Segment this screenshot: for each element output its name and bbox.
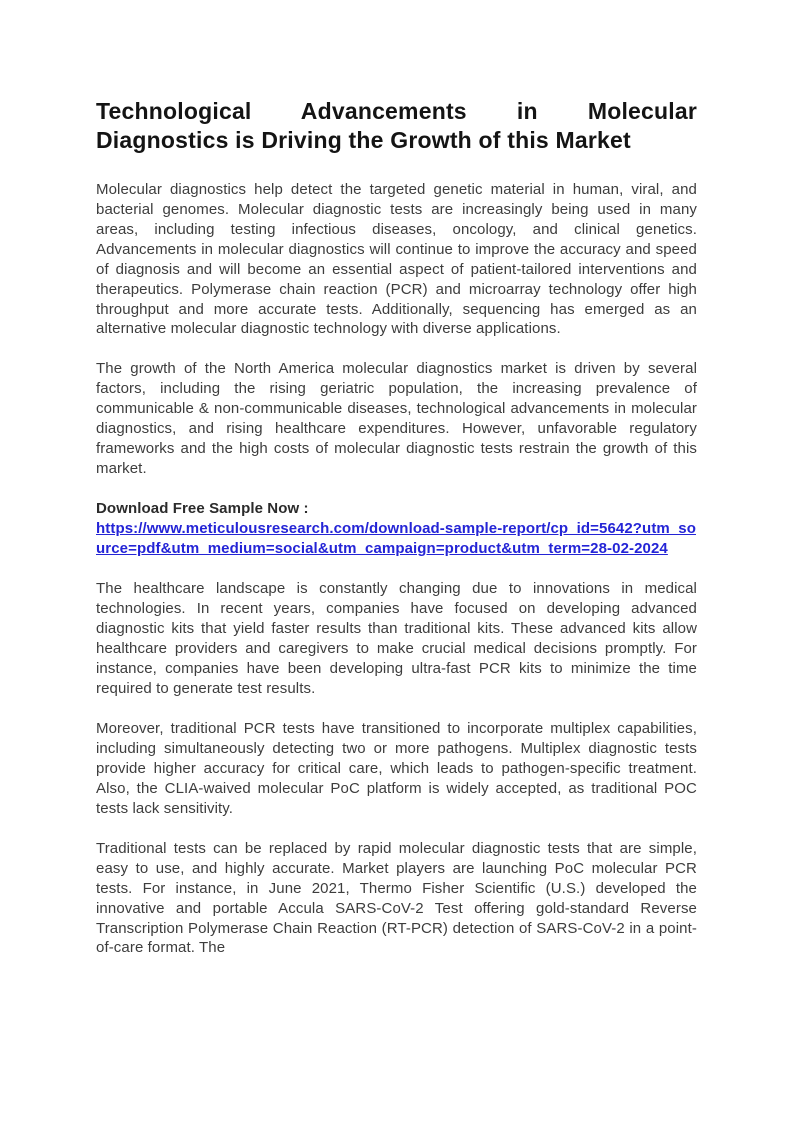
paragraph-intro: Molecular diagnostics help detect the targeted genetic material in human, viral, and bacterial genomes. Molecular diagnostic tests are increasingly being used in many areas, including testing infectious diseases, oncology, and clinical genetics. Advancements in molecular diagnostics will continue to improve the accuracy and speed of diagnosis and will become an essential aspect of patient-tailored interventions and therapeutics. Polymerase chain reaction (PCR) and microarray technology offer high throughput and more accurate tests. Additionally, sequencing has emerged as an alternative molecular diagnostic technology with diverse applications. (96, 180, 697, 338)
paragraph-market-growth: The growth of the North America molecular diagnostics market is driven by several factors, including the rising geriatric population, the increasing prevalence of communicable & non-communicable diseases, technological advancements in molecular diagnostics, and rising healthcare expenditures. However, unfavorable regulatory frameworks and the high costs of molecular diagnostic tests restrain the growth of this market. (96, 360, 697, 478)
paragraph-healthcare-landscape: The healthcare landscape is constantly changing due to innovations in medical technologies. In recent years, companies have focused on developing advanced diagnostic kits that yield faster results than traditional kits. These advanced kits allow healthcare providers and caregivers to make crucial medical decisions promptly. For instance, companies have been developing ultra-fast PCR kits to minimize the time required to generate test results. (96, 580, 697, 698)
download-sample-heading: Download Free Sample Now : (96, 500, 309, 517)
download-sample-link[interactable]: https://www.meticulousresearch.com/download-sample-report/cp_id=5642?utm_source=pdf&utm_medium=social&utm_campaign=product&utm_term=28-02-2024 (96, 519, 696, 558)
paragraph-traditional-tests: Traditional tests can be replaced by rapid molecular diagnostic tests that are simple, easy to use, and highly accurate. Market players are launching PoC molecular PCR tests. For instance, in June 2021, Thermo Fisher Scientific (U.S.) developed the innovative and portable Accula SARS-CoV-2 Test offering gold-standard Reverse Transcription Polymerase Chain Reaction (RT-PCR) detection of SARS-CoV-2 in a point-of-care format. The (96, 839, 697, 957)
page-title: Technological Advancements in Molecular Diagnostics is Driving the Growth of this Market (96, 98, 697, 154)
paragraph-multiplex: Moreover, traditional PCR tests have transitioned to incorporate multiplex capabilities, including simultaneously detecting two or more pathogens. Multiplex diagnostic tests provide higher accuracy for critical care, which leads to pathogen-specific treatment. Also, the CLIA-waived molecular PoC platform is widely accepted, as traditional POC tests lack sensitivity. (96, 720, 697, 817)
